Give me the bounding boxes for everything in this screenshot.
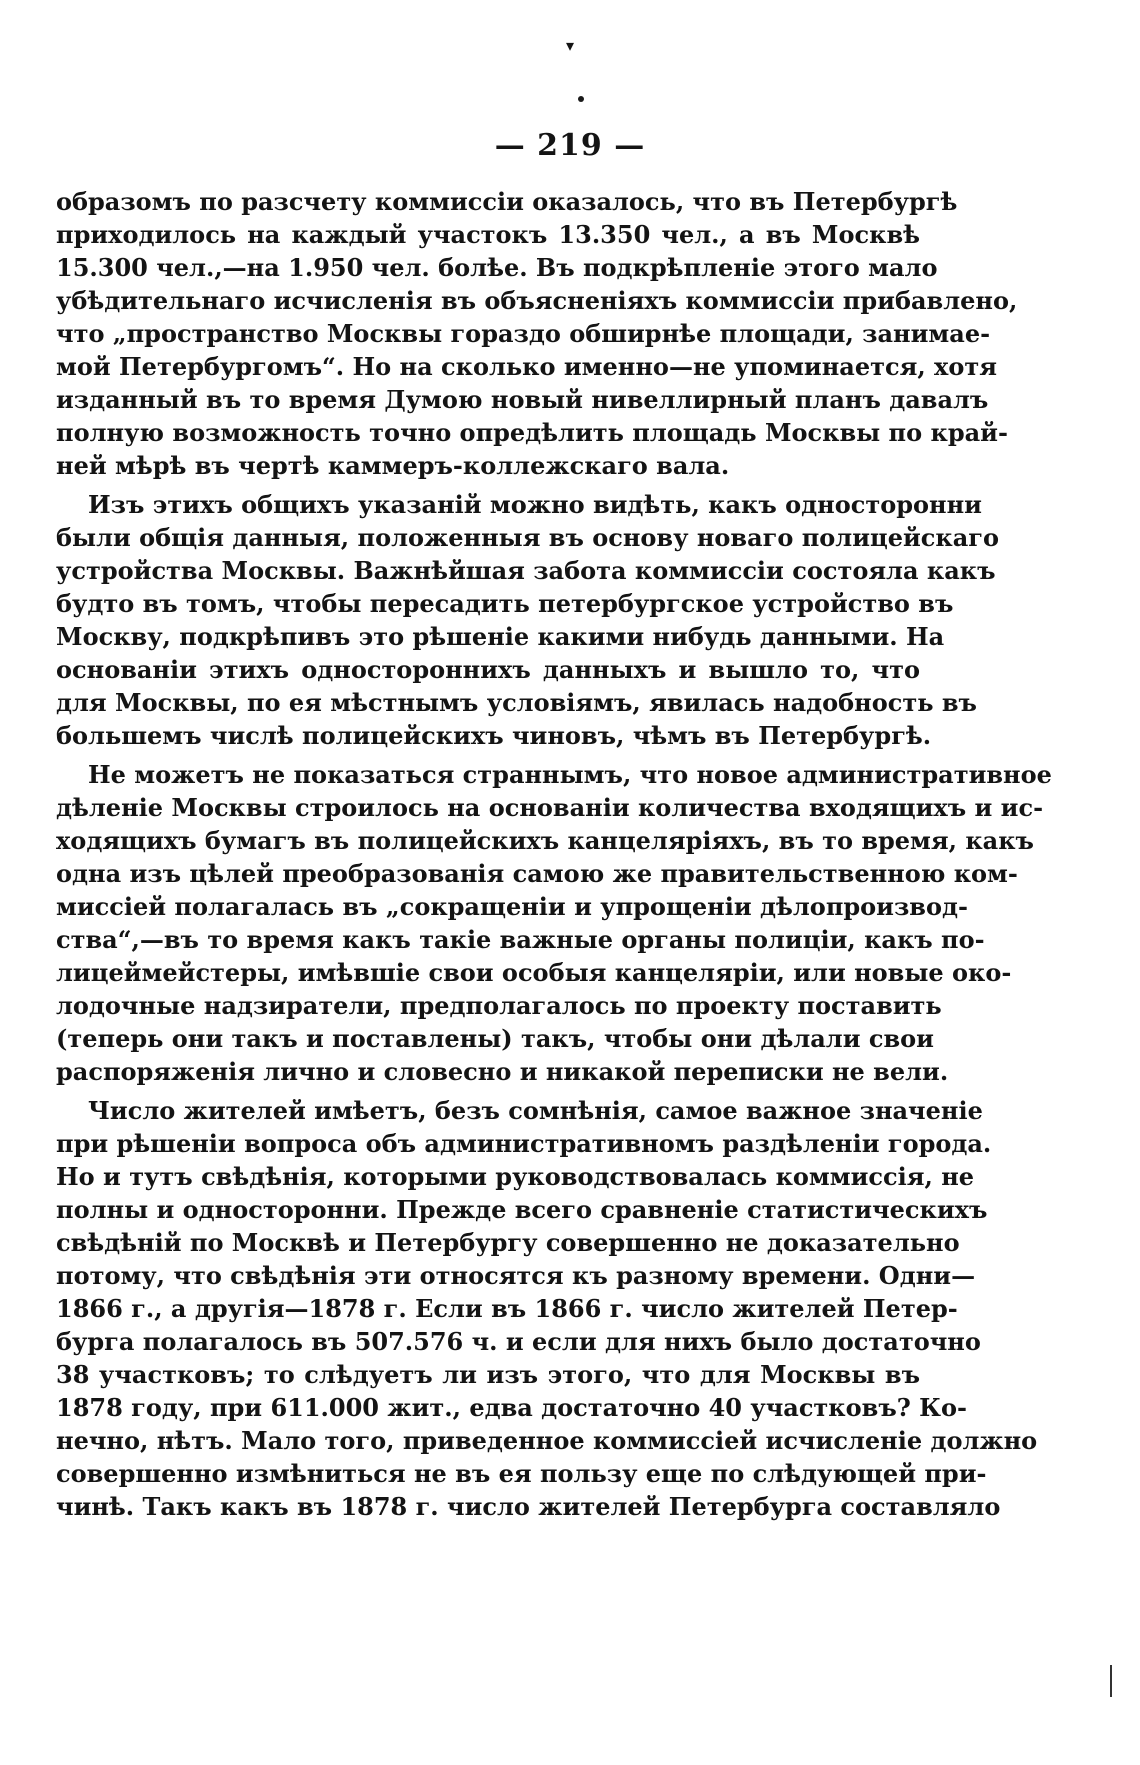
text-line: большемъ числѣ полицейскихъ чиновъ, чѣмъ въ Петербургѣ. xyxy=(56,721,932,750)
text-line: Число жителей имѣетъ, безъ сомнѣнія, самое важное значеніе xyxy=(88,1096,983,1125)
text-line: свѣдѣній по Москвѣ и Петербургу совершенно не доказательно xyxy=(56,1228,960,1257)
text-line: при рѣшеніи вопроса объ административномъ раздѣленіи города. xyxy=(56,1129,992,1158)
text-line: Москву, подкрѣпивъ это рѣшеніе какими нибудь данными. На xyxy=(56,622,945,651)
text-line: мой Петербургомъ“. Но на сколько именно—не упоминается, хотя xyxy=(56,352,997,381)
text-line: Изъ этихъ общихъ указаній можно видѣть, какъ односторонни xyxy=(88,490,982,519)
text-line: были общія данныя, положенныя въ основу новаго полицейскаго xyxy=(56,523,1000,552)
text-line: чинѣ. Такъ какъ въ 1878 г. число жителей Петербурга составляло xyxy=(56,1492,1001,1521)
text-line: миссіей полагалась въ „сокращеніи и упрощеніи дѣлопроизвод- xyxy=(56,892,968,921)
text-line: для Москвы, по ея мѣстнымъ условіямъ, явилась надобность въ xyxy=(56,688,977,717)
text-line: ства“,—въ то время какъ такіе важные органы полиціи, какъ по- xyxy=(56,925,985,954)
text-line: что „пространство Москвы гораздо обширнѣе площади, занимае- xyxy=(56,319,991,348)
text-line: Не можетъ не показаться страннымъ, что новое административное xyxy=(88,760,1052,789)
text-line: дѣленіе Москвы строилось на основаніи количества входящихъ и ис- xyxy=(56,793,1044,822)
text-line: (теперь они такъ и поставлены) такъ, чтобы они дѣлали свои xyxy=(56,1024,934,1053)
text-line: ходящихъ бумагъ въ полицейскихъ канцеляріяхъ, въ то время, какъ xyxy=(56,826,1034,855)
scan-mark xyxy=(1110,1665,1112,1697)
text-line: одна изъ цѣлей преобразованія самою же правительственною ком- xyxy=(56,859,1018,888)
text-line: изданный въ то время Думою новый нивеллирный планъ давалъ xyxy=(56,385,989,414)
text-line: будто въ томъ, чтобы пересадить петербургское устройство въ xyxy=(56,589,954,618)
page-number: — 219 — xyxy=(494,128,646,163)
text-line: убѣдительнаго исчисленія въ объясненіяхъ коммиссіи прибавлено, xyxy=(56,286,1018,315)
text-line: 1866 г., а другія—1878 г. Если въ 1866 г. число жителей Петер- xyxy=(56,1294,958,1323)
text-line: бурга полагалось въ 507.576 ч. и если для нихъ было достаточно xyxy=(56,1327,981,1356)
text-line: ней мѣрѣ въ чертѣ каммеръ-коллежскаго вала. xyxy=(56,451,730,480)
text-line: 38 участковъ; то слѣдуетъ ли изъ этого, что для Москвы въ xyxy=(56,1360,920,1389)
text-line: полную возможность точно опредѣлить площадь Москвы по край- xyxy=(56,418,1008,447)
text-line: нечно, нѣтъ. Мало того, приведенное коммиссіей исчисленіе должно xyxy=(56,1426,1038,1455)
text-line: совершенно измѣниться не въ ея пользу еще по слѣдующей при- xyxy=(56,1459,987,1488)
text-line: 1878 году, при 611.000 жит., едва достаточно 40 участковъ? Ко- xyxy=(56,1393,967,1422)
text-line: лицеймейстеры, имѣвшіе свои особыя канцеляріи, или новые око- xyxy=(56,958,1012,987)
text-line: устройства Москвы. Важнѣйшая забота коммиссіи состояла какъ xyxy=(56,556,996,585)
top-mark: ▾ xyxy=(566,36,575,55)
text-line: потому, что свѣдѣнія эти относятся къ разному времени. Одни— xyxy=(56,1261,976,1290)
text-line: полны и односторонни. Прежде всего сравненіе статистическихъ xyxy=(56,1195,988,1224)
text-line: приходилось на каждый участокъ 13.350 чел., а въ Москвѣ xyxy=(56,220,920,249)
text-line: Но и тутъ свѣдѣнія, которыми руководствовалась коммиссія, не xyxy=(56,1162,975,1191)
text-line: лодочные надзиратели, предполагалось по проекту поставить xyxy=(56,991,942,1020)
text-line: основаніи этихъ одностороннихъ данныхъ и вышло то, что xyxy=(56,655,920,684)
top-dot xyxy=(578,96,584,102)
text-line: 15.300 чел.,—на 1.950 чел. болѣе. Въ подкрѣпленіе этого мало xyxy=(56,253,938,282)
text-line: образомъ по разсчету коммиссіи оказалось, что въ Петербургѣ xyxy=(56,187,958,216)
text-line: распоряженія лично и словесно и никакой переписки не вели. xyxy=(56,1057,949,1086)
